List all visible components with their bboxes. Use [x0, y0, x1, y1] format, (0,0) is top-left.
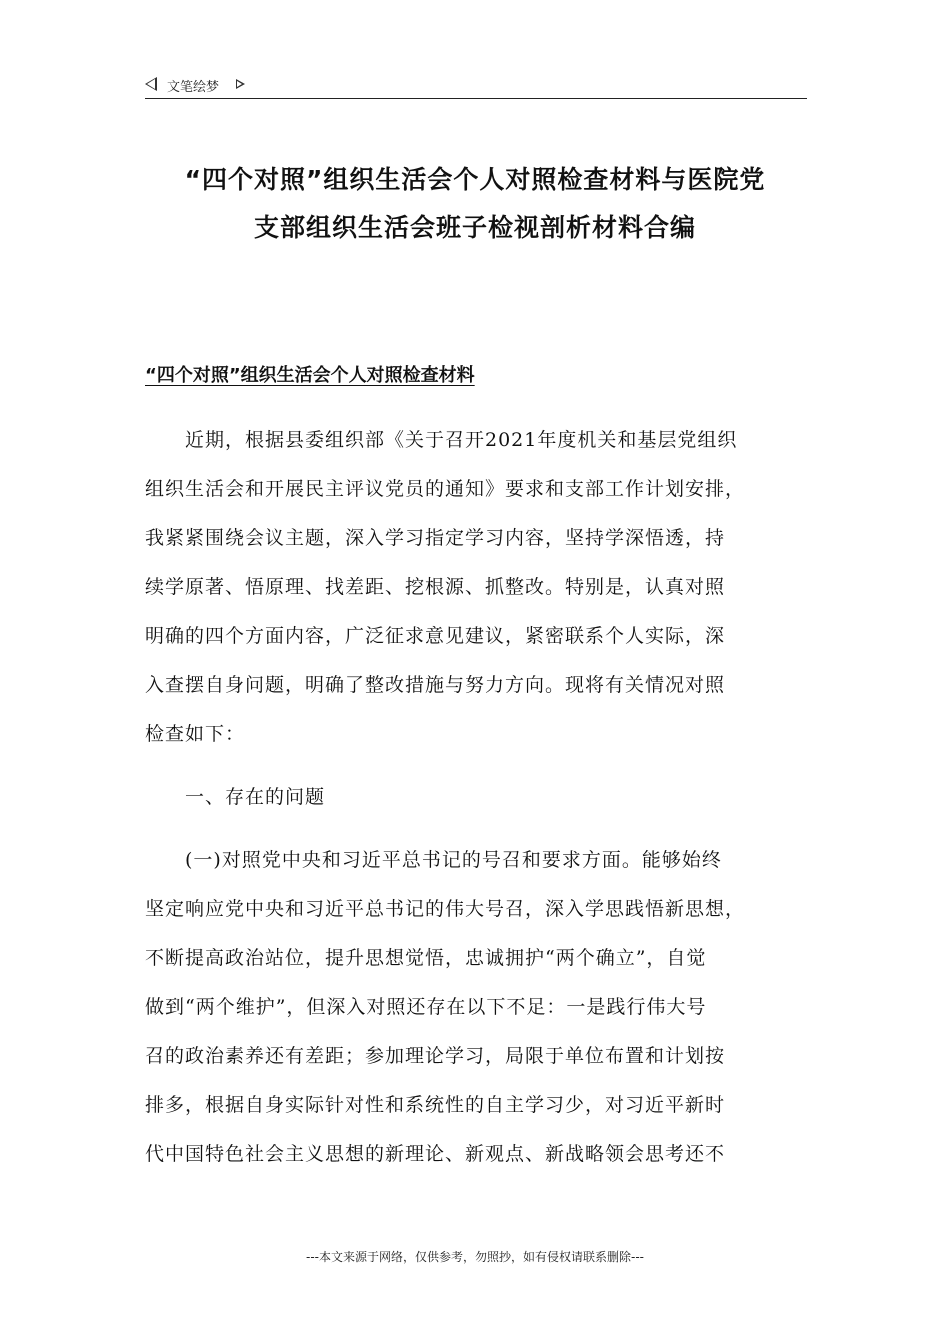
- body-line: 续学原著、悟原理、找差距、挖根源、抓整改。特别是，认真对照: [145, 576, 726, 598]
- body-line: 代中国特色社会主义思想的新理论、新观点、新战略领会思考还不: [145, 1143, 726, 1165]
- body-line: 组织生活会和开展民主评议党员的通知》要求和支部工作计划安排，: [145, 478, 746, 500]
- body-line: 检查如下：: [145, 723, 246, 745]
- body-line: (一)对照党中央和习近平总书记的号召和要求方面。能够始终: [145, 849, 722, 871]
- document-title-line-1: “四个对照”组织生活会个人对照检查材料与医院党: [184, 165, 766, 194]
- body-line: 我紧紧围绕会议主题，深入学习指定学习内容，坚持学深悟透，持: [145, 527, 726, 549]
- body-line: 排多，根据自身实际针对性和系统性的自主学习少，对习近平新时: [145, 1094, 726, 1116]
- document-title-line-2: 支部组织生活会班子检视剖析材料合编: [253, 213, 696, 242]
- page-footer: ---本文来源于网络，仅供参考，勿照抄，如有侵权请联系删除---: [306, 1250, 644, 1264]
- body-line: 近期，根据县委组织部《关于召开2021年度机关和基层党组织: [145, 429, 738, 451]
- triangle-left-icon: [145, 77, 157, 91]
- body-line: 入查摆自身问题，明确了整改措施与努力方向。现将有关情况对照: [145, 674, 726, 696]
- triangle-right-icon: [236, 79, 245, 89]
- section-heading: “四个对照”组织生活会个人对照检查材料: [145, 365, 475, 386]
- header-brand: 文笔绘梦: [167, 80, 220, 95]
- body-line: 做到“两个维护”，但深入对照还存在以下不足：一是践行伟大号: [145, 996, 707, 1018]
- body-line: 召的政治素养还有差距；参加理论学习，局限于单位布置和计划按: [145, 1045, 726, 1067]
- subsection-heading: 一、存在的问题: [145, 786, 326, 808]
- body-line: 坚定响应党中央和习近平总书记的伟大号召，深入学思践悟新思想，: [145, 898, 746, 920]
- body-line: 明确的四个方面内容，广泛征求意见建议，紧密联系个人实际，深: [145, 625, 726, 647]
- body-line: 不断提高政治站位，提升思想觉悟，忠诚拥护“两个确立”，自觉: [145, 947, 707, 969]
- page-header: [145, 74, 807, 99]
